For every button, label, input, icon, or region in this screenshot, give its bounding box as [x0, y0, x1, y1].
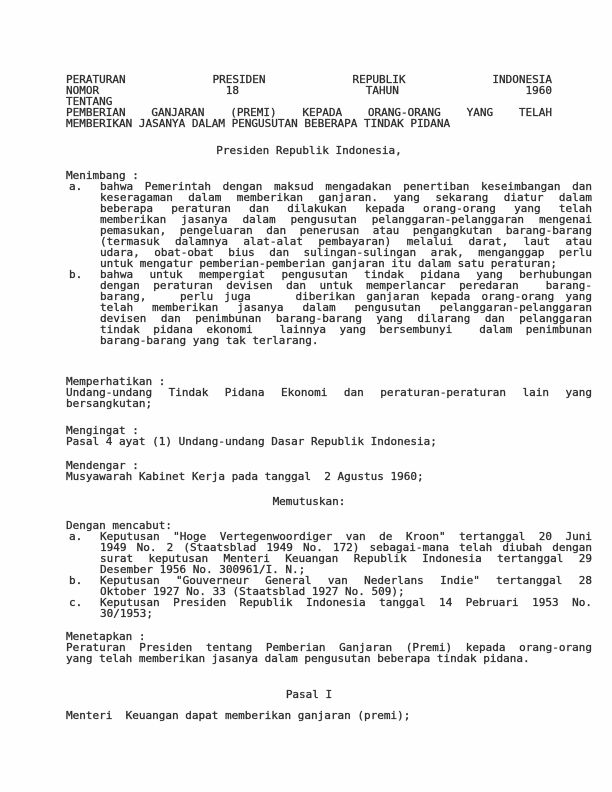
title-line: PERATURAN PRESIDEN REPUBLIK INDONESIA [66, 73, 552, 86]
section-label: Dengan mencabut: [66, 519, 172, 532]
title-line: MEMBERIKAN JASANYA DALAM PENGUSUTAN BEBERAPA TINDAK PIDANA [66, 117, 451, 130]
list-item [66, 269, 592, 346]
paragraph-line: Peraturan Presiden tentang Pemberian Ganjaran (Premi) kepada orang-orang [66, 641, 592, 654]
paragraph-line: Keputusan "Gouverneur General van Nederlans Indie" tertanggal 28 [100, 574, 592, 587]
paragraph-line: yang telah memberikan jasanya dalam pengusutan beberapa tindak pidana. [66, 652, 530, 665]
mencabut-items [66, 531, 592, 619]
paragraph-line: 30/1953; [100, 607, 153, 620]
paragraph-line: dengan peraturan devisen dan untuk memperlancar peredaran barang- [100, 279, 592, 292]
paragraph-line: beberapa peraturan dan dilakukan kepada orang-orang yang telah [100, 202, 592, 215]
menimbang-items [66, 181, 592, 346]
paragraph-line: Keputusan Presiden Republik Indonesia tanggal 14 Pebruari 1953 No. [100, 596, 592, 609]
list-item-text [100, 181, 592, 269]
paragraph-line: devisen dan penimbunan barang-barang yang dilarang dan pelanggaran [100, 312, 592, 325]
list-item [66, 531, 592, 575]
memutuskan-heading: Memutuskan: [272, 495, 346, 508]
paragraph-line: Pasal 4 ayat (1) Undang-undang Dasar Republik Indonesia; [66, 435, 437, 448]
paragraph-line: Oktober 1927 No. 33 (Staatsblad 1927 No. 509); [100, 585, 405, 598]
paragraph-line: udara, obat-obat bius dan sulingan-sulingan arak, menganggap perlu [100, 246, 592, 259]
section-mencabut [66, 520, 592, 619]
paragraph-line: Undang-undang Tindak Pidana Ekonomi dan peraturan-peraturan lain yang [66, 386, 592, 399]
list-item-marker: b. [69, 268, 83, 281]
paragraph-line: Musyawarah Kabinet Kerja pada tanggal 2 Agustus 1960; [66, 470, 424, 483]
list-item [66, 597, 592, 619]
section-menimbang [66, 170, 592, 346]
section-menetapkan [66, 631, 592, 664]
paragraph-line: keseragaman dalam memberikan ganjaran. yang sekarang diatur dalam [100, 191, 592, 204]
list-item-text [100, 269, 592, 346]
document-body [66, 74, 592, 721]
section-label: Menimbang : [66, 169, 139, 182]
section-memperhatikan [66, 376, 592, 409]
paragraph-line: pemasukan, pengeluaran dan penerusan atau pengangkutan barang-barang [100, 224, 592, 237]
paragraph-line: surat keputusan Menteri Keuangan Republik Indonesia tertanggal 29 [100, 552, 592, 565]
list-item [66, 181, 592, 269]
section-label: Memperhatikan : [66, 375, 166, 388]
paragraph-line: (termasuk dalamnya alat-alat pembayaran) melalui darat, laut atau [100, 235, 592, 248]
list-item-marker: b. [69, 574, 83, 587]
paragraph-line: 1949 No. 2 (Staatsblad 1949 No. 172) sebagai-mana telah diubah dengan [100, 541, 592, 554]
title-line: NOMOR 18 TAHUN 1960 [66, 84, 552, 97]
title-line: TENTANG [66, 95, 113, 108]
paragraph-line: barang-barang yang tak terlarang. [100, 334, 319, 347]
section-label: Mendengar : [66, 459, 139, 472]
section-paragraph [66, 471, 592, 482]
section-paragraph [66, 436, 592, 447]
paragraph-line: barang, perlu juga diberikan ganjaran kepada orang-orang yang [100, 290, 592, 303]
paragraph-line: Desember 1956 No. 300961/I. N.; [100, 563, 306, 576]
paragraph-line: tindak pidana ekonomi lainnya yang bersembunyi dalam penimbunan [100, 323, 592, 336]
paragraph-line: Keputusan "Hoge Vertegenwoordiger van de Kroon" tertanggal 20 Juni [100, 530, 592, 543]
list-item-marker: a. [69, 180, 83, 193]
paragraph-line: bahwa Pemerintah dengan maksud mengadakan penertiban keseimbangan dan [100, 180, 592, 193]
paragraph-line: memberikan jasanya dalam pengusutan pelanggaran-pelanggaran mengenai [100, 213, 592, 226]
pasal-heading: Pasal I [285, 688, 333, 701]
closing-line: Menteri Keuangan dapat memberikan ganjaran (premi); [66, 709, 411, 722]
list-item-text [100, 575, 592, 597]
list-item-text [100, 531, 592, 575]
paragraph-line: bersangkutan; [66, 397, 153, 410]
list-item-marker: c. [69, 596, 83, 609]
title-line: PEMBERIAN GANJARAN (PREMI) KEPADA ORANG-ORANG YANG TELAH [66, 106, 552, 119]
section-mendengar [66, 460, 592, 482]
paragraph-line: untuk mengatur pemberian-pemberian ganjaran itu dalam satu peraturan; [100, 257, 557, 270]
paragraph-line: bahwa untuk mempergiat pengusutan tindak pidana yang berhubungan [100, 268, 592, 281]
list-item [66, 575, 592, 597]
list-item-marker: a. [69, 530, 83, 543]
list-item-text [100, 597, 592, 619]
salutation-line: Presiden Republik Indonesia, [216, 144, 402, 157]
section-mengingat [66, 425, 592, 447]
document-title [66, 74, 592, 129]
section-paragraph [66, 642, 592, 664]
section-paragraph [66, 387, 592, 409]
paragraph-line: telah memberikan jasanya dalam pengusutan pelanggaran-pelanggaran [100, 301, 592, 314]
section-label: Menetapkan : [66, 630, 146, 643]
section-label: Mengingat : [66, 424, 139, 437]
